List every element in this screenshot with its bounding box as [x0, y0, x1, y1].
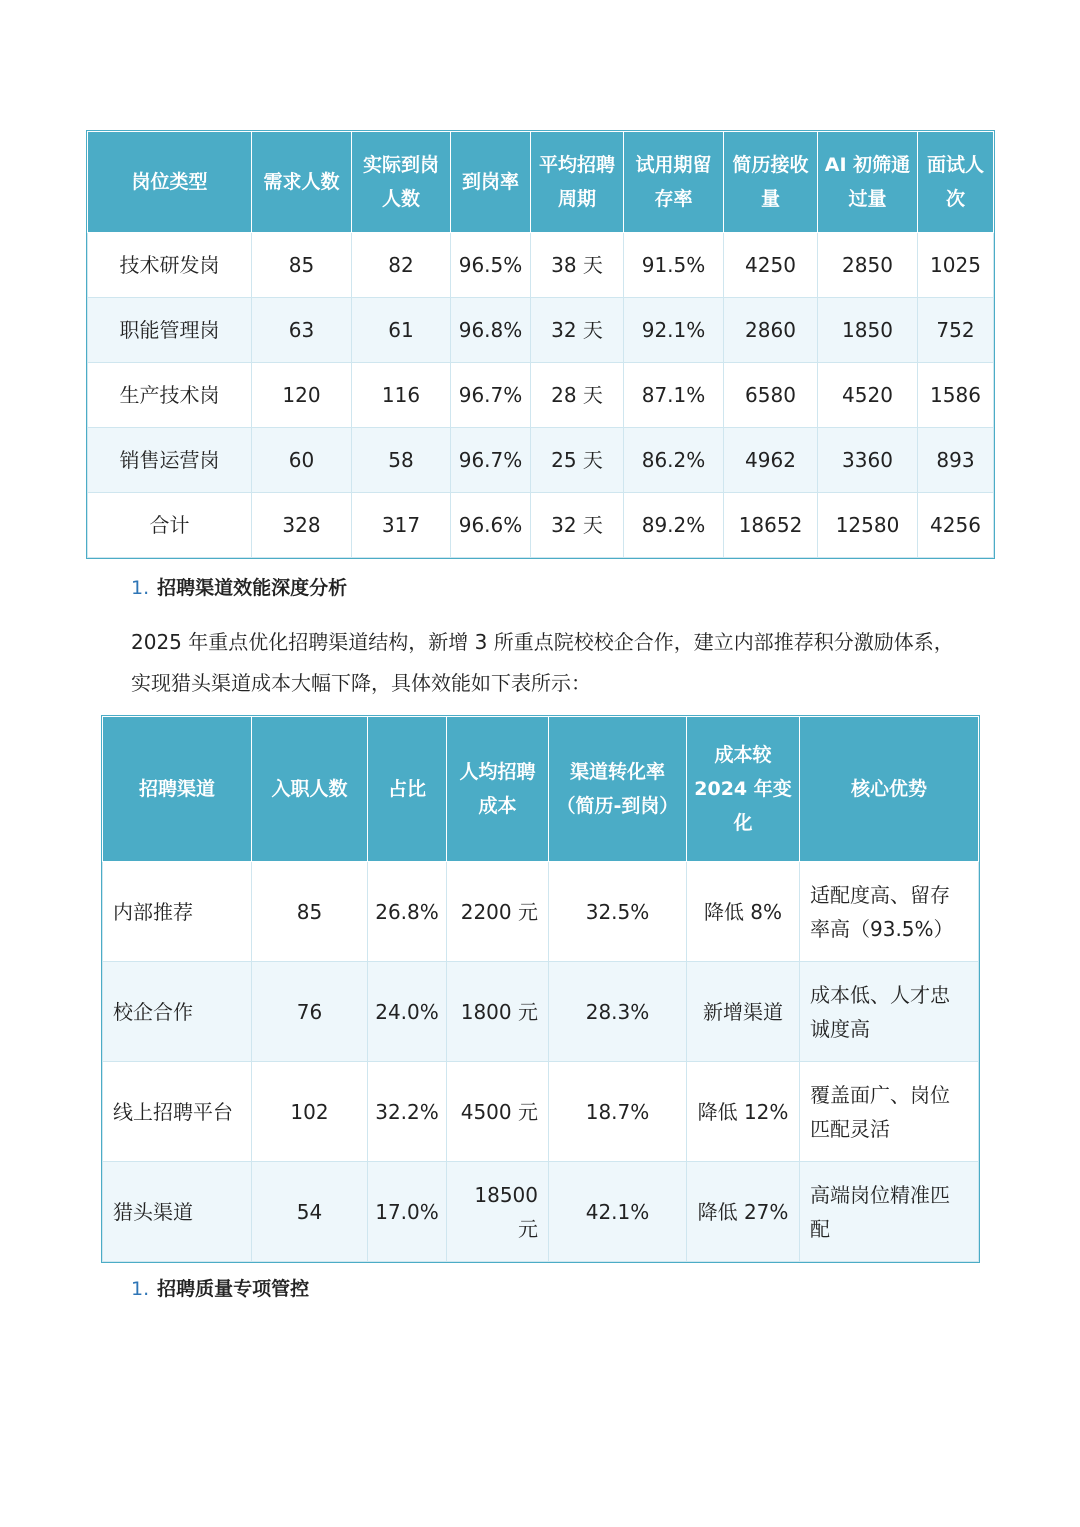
table-cell: 2850 — [818, 233, 918, 298]
header-cell: AI 初筛通过量 — [818, 132, 918, 233]
table-cell: 销售运营岗 — [88, 428, 252, 493]
table-cell: 校企合作 — [103, 962, 252, 1062]
table-total-row — [88, 493, 994, 558]
header-cell: 到岗率 — [451, 132, 531, 233]
table-cell: 高端岗位精准匹配 — [800, 1162, 979, 1262]
table-cell: 内部推荐 — [103, 862, 252, 962]
table-row — [88, 298, 994, 363]
table-cell: 58 — [352, 428, 451, 493]
table-cell: 61 — [352, 298, 451, 363]
header-cell: 入职人数 — [252, 717, 368, 862]
section-number: 1. — [131, 577, 150, 599]
section-heading — [131, 574, 347, 602]
table-cell: 降低 12% — [687, 1062, 800, 1162]
position-recruitment-table — [87, 131, 994, 558]
table-cell: 4500 元 — [447, 1062, 549, 1162]
table-cell: 降低 8% — [687, 862, 800, 962]
section-heading — [131, 1275, 309, 1303]
table-cell: 1850 — [818, 298, 918, 363]
table-cell: 6580 — [724, 363, 818, 428]
table-cell: 28.3% — [549, 962, 687, 1062]
table-cell: 猎头渠道 — [103, 1162, 252, 1262]
table-cell: 85 — [252, 862, 368, 962]
header-cell: 占比 — [368, 717, 447, 862]
table-row — [88, 363, 994, 428]
header-cell: 需求人数 — [252, 132, 352, 233]
header-cell: 人均招聘成本 — [447, 717, 549, 862]
table-cell: 2200 元 — [447, 862, 549, 962]
header-cell: 实际到岗人数 — [352, 132, 451, 233]
table-row — [103, 862, 979, 962]
table-cell: 28 天 — [531, 363, 624, 428]
channel-efficiency-table — [102, 716, 979, 1262]
table-cell: 317 — [352, 493, 451, 558]
header-cell: 面试人次 — [918, 132, 994, 233]
section-number: 1. — [131, 1278, 150, 1300]
table-cell: 生产技术岗 — [88, 363, 252, 428]
table-cell: 116 — [352, 363, 451, 428]
table-cell: 12580 — [818, 493, 918, 558]
table-cell: 4962 — [724, 428, 818, 493]
table-cell: 技术研发岗 — [88, 233, 252, 298]
table-cell: 91.5% — [624, 233, 724, 298]
table-cell: 96.6% — [451, 493, 531, 558]
table-cell: 102 — [252, 1062, 368, 1162]
table-cell: 85 — [252, 233, 352, 298]
table-cell: 25 天 — [531, 428, 624, 493]
table-cell: 38 天 — [531, 233, 624, 298]
table-header-row — [88, 132, 994, 233]
table-cell: 覆盖面广、岗位匹配灵活 — [800, 1062, 979, 1162]
table-cell: 60 — [252, 428, 352, 493]
table-row — [103, 962, 979, 1062]
table-cell: 成本低、人才忠诚度高 — [800, 962, 979, 1062]
table-cell: 42.1% — [549, 1162, 687, 1262]
table-cell: 1025 — [918, 233, 994, 298]
table-row — [103, 1162, 979, 1262]
table-cell: 24.0% — [368, 962, 447, 1062]
table-cell: 18652 — [724, 493, 818, 558]
table-cell: 54 — [252, 1162, 368, 1262]
table-cell: 线上招聘平台 — [103, 1062, 252, 1162]
header-cell: 简历接收量 — [724, 132, 818, 233]
table-cell: 96.8% — [451, 298, 531, 363]
table-cell: 328 — [252, 493, 352, 558]
table-cell: 17.0% — [368, 1162, 447, 1262]
table-cell: 4250 — [724, 233, 818, 298]
table-cell: 18.7% — [549, 1062, 687, 1162]
table-cell: 82 — [352, 233, 451, 298]
header-cell: 招聘渠道 — [103, 717, 252, 862]
table-row — [88, 428, 994, 493]
table-cell: 职能管理岗 — [88, 298, 252, 363]
table-cell: 92.1% — [624, 298, 724, 363]
table-cell: 降低 27% — [687, 1162, 800, 1262]
table-cell: 2860 — [724, 298, 818, 363]
table-cell: 合计 — [88, 493, 252, 558]
table-cell: 4256 — [918, 493, 994, 558]
table-cell: 1800 元 — [447, 962, 549, 1062]
table-cell: 18500 元 — [447, 1162, 549, 1262]
header-cell: 岗位类型 — [88, 132, 252, 233]
table-row — [103, 1062, 979, 1162]
header-cell: 渠道转化率（简历-到岗） — [549, 717, 687, 862]
header-cell: 成本较 2024 年变化 — [687, 717, 800, 862]
table-cell: 4520 — [818, 363, 918, 428]
table-cell: 752 — [918, 298, 994, 363]
table-cell: 1586 — [918, 363, 994, 428]
table-cell: 26.8% — [368, 862, 447, 962]
header-cell: 核心优势 — [800, 717, 979, 862]
header-cell: 试用期留存率 — [624, 132, 724, 233]
table-cell: 3360 — [818, 428, 918, 493]
header-cell: 平均招聘周期 — [531, 132, 624, 233]
table-cell: 32 天 — [531, 493, 624, 558]
table-cell: 32 天 — [531, 298, 624, 363]
table-cell: 96.7% — [451, 363, 531, 428]
table-cell: 63 — [252, 298, 352, 363]
table-cell: 96.5% — [451, 233, 531, 298]
table-cell: 120 — [252, 363, 352, 428]
table-cell: 76 — [252, 962, 368, 1062]
table-cell: 89.2% — [624, 493, 724, 558]
table-cell: 32.2% — [368, 1062, 447, 1162]
table-cell: 893 — [918, 428, 994, 493]
section-title: 招聘质量专项管控 — [157, 1278, 310, 1300]
body-paragraph: 2025 年重点优化招聘渠道结构，新增 3 所重点院校校企合作，建立内部推荐积分激励体系，实现猎头渠道成本大幅下降，具体效能如下表所示： — [131, 630, 954, 695]
section-title: 招聘渠道效能深度分析 — [157, 577, 348, 599]
table-cell: 87.1% — [624, 363, 724, 428]
table-header-row — [103, 717, 979, 862]
table-cell: 96.7% — [451, 428, 531, 493]
table-cell: 32.5% — [549, 862, 687, 962]
table-cell: 适配度高、留存率高（93.5%） — [800, 862, 979, 962]
table-row — [88, 233, 994, 298]
table-cell: 新增渠道 — [687, 962, 800, 1062]
table-cell: 86.2% — [624, 428, 724, 493]
